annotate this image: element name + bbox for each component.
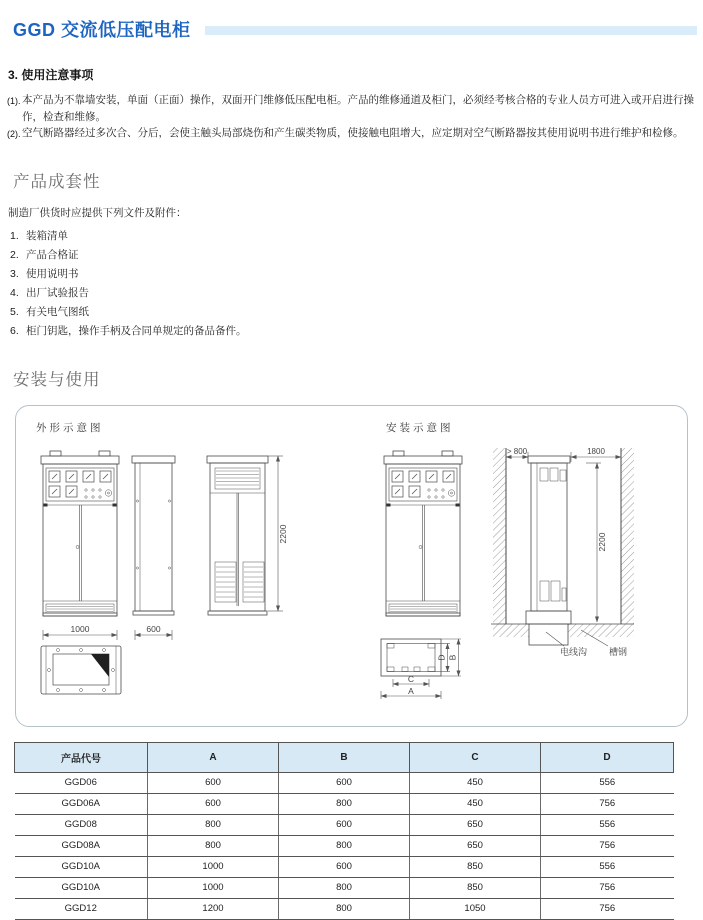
table-header-cell: B [279, 742, 410, 772]
note-item [7, 92, 695, 125]
table-cell: 800 [279, 898, 410, 919]
table-cell: 1200 [148, 898, 279, 919]
note-text: 空气断路器经过多次合、分后，会使主触头局部烧伤和产生碳类物质，使接触电阻增大，应定期对空气断路器按其使用说明书进行维护和检修。 [22, 127, 684, 139]
dim-c: C [407, 673, 415, 684]
install-side-view [491, 447, 634, 657]
table-cell: 556 [541, 856, 674, 877]
table-cell: 1000 [148, 856, 279, 877]
list-item [10, 284, 703, 303]
table-cell: GGD10A [15, 856, 148, 877]
table-cell: GGD06 [15, 772, 148, 793]
document-list [10, 227, 703, 341]
completeness-heading: 产品成套性 [13, 172, 101, 191]
table-cell: 800 [279, 835, 410, 856]
spec-table [14, 742, 674, 920]
list-item [10, 303, 703, 322]
table-cell: 450 [410, 772, 541, 793]
dim-install-height: 2200 [597, 532, 607, 551]
left-wall-hatch [493, 448, 506, 624]
channel-steel-label: 槽钢 [609, 646, 628, 657]
list-item [10, 246, 703, 265]
table-row [15, 856, 674, 877]
table-cell: GGD06A [15, 793, 148, 814]
table-header-cell: A [148, 742, 279, 772]
front-view [41, 451, 119, 640]
table-cell: GGD12 [15, 898, 148, 919]
table-cell: 600 [148, 793, 279, 814]
install-front-view [384, 451, 462, 616]
dim-front-width: 1000 [70, 623, 90, 634]
table-cell: 600 [279, 772, 410, 793]
page-header [0, 0, 703, 42]
dim-side-depth: 600 [146, 623, 161, 634]
wire-trench-label: 电线沟 [560, 646, 588, 657]
table-row [15, 814, 674, 835]
table-row [15, 772, 674, 793]
table-cell: 800 [148, 835, 279, 856]
list-item [10, 227, 703, 246]
table-cell: 556 [541, 772, 674, 793]
cabinet-diagrams [16, 406, 687, 726]
table-row [15, 898, 674, 919]
diagram-panel [15, 405, 688, 727]
table-cell: 800 [279, 793, 410, 814]
table-cell: 450 [410, 793, 541, 814]
dim-a: A [408, 685, 414, 696]
ground-hatch [493, 624, 529, 637]
table-header-cell: D [541, 742, 674, 772]
dim-d: D [436, 653, 447, 661]
note-marker: (2). [7, 129, 21, 139]
item-text: 产品合格证 [26, 248, 79, 261]
dim-left-gap: > 800 [506, 446, 528, 456]
item-number: 6. [10, 324, 19, 337]
usage-notes [7, 92, 695, 143]
table-cell: GGD08 [15, 814, 148, 835]
item-number: 3. [10, 267, 19, 280]
note-marker: (1). [7, 96, 21, 106]
table-cell: 600 [279, 856, 410, 877]
table-cell: 1050 [410, 898, 541, 919]
table-cell: 756 [541, 877, 674, 898]
item-text: 柜门钥匙，操作手柄及合同单规定的备品备件。 [26, 324, 247, 337]
table-row [15, 793, 674, 814]
item-number: 1. [10, 229, 19, 242]
dim-height: 2200 [278, 524, 288, 543]
table-cell: 800 [148, 814, 279, 835]
table-cell: 800 [279, 877, 410, 898]
installation-heading: 安装与使用 [13, 370, 101, 389]
list-item [10, 265, 703, 284]
rear-view [207, 456, 288, 615]
page-title: GGD 交流低压配电柜 [13, 20, 191, 40]
table-header-row [15, 742, 674, 772]
install-diagram-label: 安装示意图 [386, 421, 454, 434]
table-cell: 650 [410, 835, 541, 856]
item-number: 5. [10, 305, 19, 318]
dim-right-gap: 1800 [587, 446, 605, 456]
table-cell: 600 [279, 814, 410, 835]
table-cell: 650 [410, 814, 541, 835]
table-cell: 756 [541, 898, 674, 919]
outline-diagram-label: 外形示意图 [36, 421, 104, 434]
accent-bar [205, 26, 697, 35]
list-item [10, 322, 703, 341]
item-text: 有关电气图纸 [26, 305, 89, 318]
table-cell: 850 [410, 877, 541, 898]
table-cell: 600 [148, 772, 279, 793]
item-number: 4. [10, 286, 19, 299]
table-cell: 756 [541, 835, 674, 856]
side-view [132, 456, 175, 640]
item-text: 使用说明书 [26, 267, 79, 280]
notes-heading: 3. 使用注意事项 [8, 68, 94, 82]
table-header-cell: C [410, 742, 541, 772]
table-cell: GGD08A [15, 835, 148, 856]
table-cell: 1000 [148, 877, 279, 898]
table-row [15, 877, 674, 898]
item-text: 出厂试验报告 [26, 286, 89, 299]
table-cell: 556 [541, 814, 674, 835]
item-number: 2. [10, 248, 19, 261]
table-cell: 756 [541, 793, 674, 814]
note-text: 本产品为不靠墙安装，单面（正面）操作，双面开门维修低压配电柜。产品的维修通道及柜门，必须经考核合格的专业人员方可进入或开启进行操作，检查和维修。 [22, 94, 694, 123]
note-item [7, 125, 695, 143]
table-cell: GGD10A [15, 877, 148, 898]
table-row [15, 835, 674, 856]
right-wall-hatch [621, 448, 634, 624]
item-text: 装箱清单 [26, 229, 68, 242]
table-header-cell: 产品代号 [15, 742, 148, 772]
table-cell: 850 [410, 856, 541, 877]
dim-b: B [447, 654, 458, 660]
top-view [41, 646, 121, 694]
wire-trench [529, 624, 568, 645]
completeness-intro: 制造厂供货时应提供下列文件及附件： [8, 206, 187, 219]
footprint-top-view [381, 639, 461, 699]
ground-hatch [568, 624, 634, 637]
